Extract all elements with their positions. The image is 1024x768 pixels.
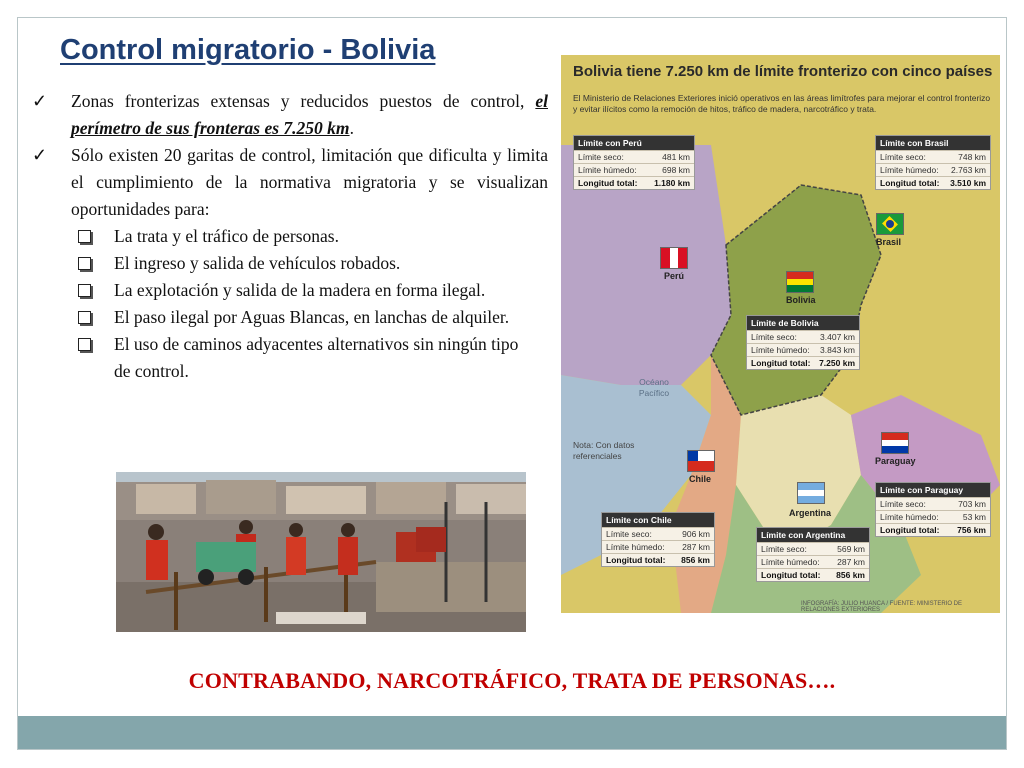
border-checkpoint-photo (116, 472, 526, 632)
sub-bullet-item (32, 304, 534, 331)
square-bullet-icon (78, 230, 91, 243)
row-label: Longitud total: (761, 570, 821, 580)
country-label-bolivia: Bolivia (786, 295, 816, 305)
argentina-flag-icon (797, 482, 825, 504)
sub-bullet-item (32, 277, 534, 304)
row-label: Límite seco: (761, 544, 807, 554)
table-paraguay (875, 482, 991, 537)
bullet-list (32, 88, 548, 385)
checkmark-icon: ✓ (32, 91, 48, 111)
paraguay-flag-icon (881, 432, 909, 454)
table-row (602, 540, 714, 553)
row-label: Límite seco: (606, 529, 652, 539)
ocean-label: Océano Pacífico (638, 377, 670, 398)
table-row (876, 150, 990, 163)
row-value: 3.843 km (820, 345, 855, 355)
table-row (876, 497, 990, 510)
row-value: 3.510 km (950, 178, 986, 188)
table-row (876, 176, 990, 189)
table-title: Límite con Chile (602, 513, 714, 527)
row-label: Límite seco: (751, 332, 797, 342)
table-row (747, 330, 859, 343)
square-bullet-icon (78, 284, 91, 297)
chile-flag-icon (687, 450, 715, 472)
row-label: Límite húmedo: (751, 345, 810, 355)
table-row (876, 163, 990, 176)
bullet-item (32, 142, 548, 223)
sub-bullet-text: El uso de caminos adyacentes alternativos sin ningún tipo de control. (114, 334, 519, 381)
map-header: Bolivia tiene 7.250 km de límite fronterizo con cinco países (573, 63, 993, 80)
sub-bullet-item (32, 223, 534, 250)
row-label: Límite húmedo: (761, 557, 820, 567)
square-bullet-icon (78, 257, 91, 270)
bolivia-border-map (561, 55, 1000, 613)
row-value: 287 km (682, 542, 710, 552)
row-value: 698 km (662, 165, 690, 175)
table-row (602, 527, 714, 540)
bottom-banner: CONTRABANDO, NARCOTRÁFICO, TRATA DE PERSONAS…. (188, 668, 836, 693)
table-row (602, 553, 714, 566)
table-row (876, 523, 990, 536)
table-peru (573, 135, 695, 190)
row-value: 2.763 km (951, 165, 986, 175)
table-row (574, 150, 694, 163)
map-credit: INFOGRAFÍA: JULIO HUANCA / FUENTE: MINISTERIO DE RELACIONES EXTERIORES (801, 601, 963, 613)
row-label: Límite húmedo: (880, 165, 939, 175)
row-value: 703 km (958, 499, 986, 509)
table-argentina (756, 527, 870, 582)
row-label: Límite húmedo: (880, 512, 939, 522)
row-label: Límite seco: (578, 152, 624, 162)
table-brasil (875, 135, 991, 190)
row-value: 7.250 km (819, 358, 855, 368)
table-row (574, 163, 694, 176)
table-row (747, 356, 859, 369)
row-label: Longitud total: (578, 178, 638, 188)
table-bolivia (746, 315, 860, 370)
map-intro: El Ministerio de Relaciones Exteriores inició operativos en las áreas limítrofes para mejorar el control fronterizo y evitar ilícitos como la remoción de hitos, tráfico de madera, narcotráfico y trata. (573, 93, 991, 114)
row-value: 856 km (836, 570, 865, 580)
bullet-text: Sólo existen 20 garitas de control, limitación que dificulta y limita el cumplimiento de la normativa migratoria y se visualizan oportunidades para: (71, 145, 548, 219)
table-row (757, 568, 869, 581)
sub-bullet-text: El ingreso y salida de vehículos robados. (114, 253, 401, 273)
row-label: Límite seco: (880, 152, 926, 162)
row-value: 906 km (682, 529, 710, 539)
bullet-text-end: . (349, 118, 354, 138)
country-label-peru: Perú (664, 271, 685, 281)
square-bullet-icon (78, 338, 91, 351)
slide-title: Control migratorio - Bolivia (60, 34, 436, 66)
row-label: Límite húmedo: (606, 542, 665, 552)
table-row (747, 343, 859, 356)
sub-bullet-text: La trata y el tráfico de personas. (114, 226, 339, 246)
row-value: 569 km (837, 544, 865, 554)
row-label: Límite seco: (880, 499, 926, 509)
country-label-argentina: Argentina (789, 508, 832, 518)
checkmark-icon: ✓ (32, 145, 48, 165)
row-value: 3.407 km (820, 332, 855, 342)
brasil-flag-icon (876, 213, 904, 235)
sub-bullet-text: La explotación y salida de la madera en forma ilegal. (114, 280, 486, 300)
row-label: Longitud total: (880, 525, 940, 535)
bullet-text: Zonas fronterizas extensas y reducidos puestos de control, (71, 91, 536, 111)
table-title: Límite de Bolivia (747, 316, 859, 330)
sub-bullet-item (32, 331, 534, 385)
table-row (757, 555, 869, 568)
table-row (757, 542, 869, 555)
map-note: Nota: Con datos referenciales (573, 440, 635, 461)
country-label-chile: Chile (689, 474, 712, 484)
bullet-item (32, 88, 548, 142)
sub-bullet-text: El paso ilegal por Aguas Blancas, en lanchas de alquiler. (114, 307, 510, 327)
table-title: Límite con Argentina (757, 528, 869, 542)
sub-bullet-item (32, 250, 534, 277)
country-label-paraguay: Paraguay (875, 456, 916, 466)
row-value: 1.180 km (654, 178, 690, 188)
row-value: 748 km (958, 152, 986, 162)
row-label: Límite húmedo: (578, 165, 637, 175)
row-label: Longitud total: (606, 555, 666, 565)
table-chile (601, 512, 715, 567)
row-value: 287 km (837, 557, 865, 567)
row-label: Longitud total: (751, 358, 811, 368)
table-row (876, 510, 990, 523)
row-value: 53 km (962, 512, 986, 522)
bolivia-flag-icon (786, 271, 814, 293)
row-value: 481 km (662, 152, 690, 162)
table-title: Límite con Paraguay (876, 483, 990, 497)
table-row (574, 176, 694, 189)
table-title: Límite con Perú (574, 136, 694, 150)
bottom-bar (18, 716, 1006, 749)
row-value: 756 km (957, 525, 986, 535)
table-title: Límite con Brasil (876, 136, 990, 150)
square-bullet-icon (78, 311, 91, 324)
peru-flag-icon (660, 247, 688, 269)
bullet-emphasis: el perímetro de sus fronteras es 7.250 km (71, 91, 548, 138)
row-value: 856 km (681, 555, 710, 565)
country-label-brasil: Brasil (876, 237, 902, 247)
row-label: Longitud total: (880, 178, 940, 188)
